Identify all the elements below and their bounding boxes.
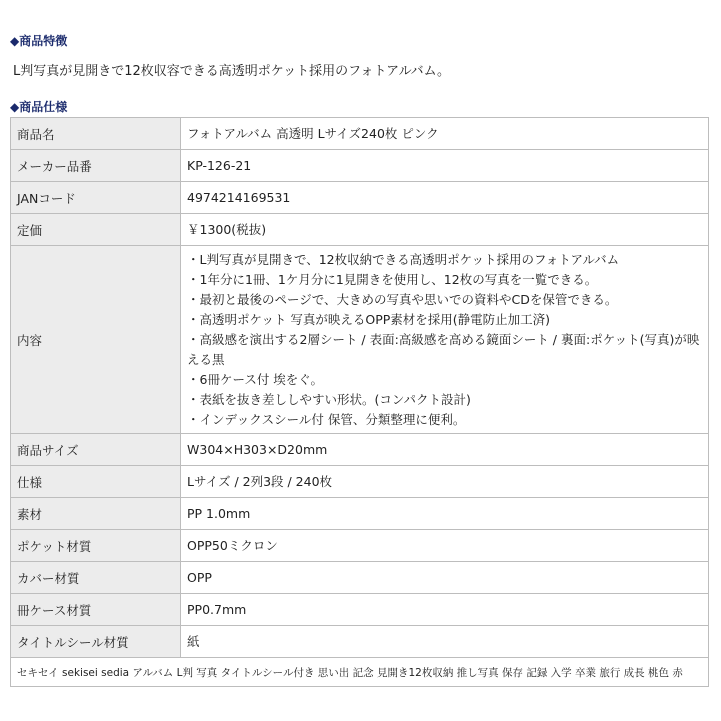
contents-line: ・高級感を演出する2層シート / 表面:高級感を高める鏡面シート / 裏面:ポケット(写真)が映える黒	[187, 331, 700, 367]
table-row	[11, 530, 709, 562]
contents-line: ・表紙を抜き差ししやすい形状。(コンパクト設計)	[187, 391, 471, 407]
spec-label: タイトルシール材質	[11, 626, 181, 658]
table-row	[11, 118, 709, 150]
contents-line: ・高透明ポケット 写真が映えるOPP素材を採用(静電防止加工済)	[187, 311, 551, 327]
table-row	[11, 150, 709, 182]
contents-line: ・1年分に1冊、1ケ月分に1見開きを使用し、12枚の写真を一覧できる。	[187, 271, 598, 287]
contents-line: ・最初と最後のページで、大きめの写真や思いでの資料やCDを保管できる。	[187, 291, 618, 307]
table-row	[11, 182, 709, 214]
features-heading: ◆商品特徴	[10, 34, 68, 48]
spec-value-contents	[181, 246, 709, 434]
spec-label: 仕様	[11, 466, 181, 498]
spec-label: カバー材質	[11, 562, 181, 594]
spec-label: 素材	[11, 498, 181, 530]
spec-value: 4974214169531	[181, 182, 709, 214]
keywords-text: セキセイ sekisei sedia アルバム L判 写真 タイトルシール付き 思い出 記念 見開き12枚収納 推し写真 保存 記録 入学 卒業 旅行 成長 桃色 赤	[11, 658, 709, 687]
spec-value: ￥1300(税抜)	[181, 214, 709, 246]
table-row	[11, 214, 709, 246]
table-row	[11, 594, 709, 626]
spec-value: Lサイズ / 2列3段 / 240枚	[181, 466, 709, 498]
spec-label: 内容	[11, 246, 181, 434]
spec-label: 商品名	[11, 118, 181, 150]
spec-value: KP-126-21	[181, 150, 709, 182]
spec-label: 商品サイズ	[11, 434, 181, 466]
contents-line: ・6冊ケース付 埃をぐ。	[187, 371, 324, 387]
spec-value: フォトアルバム 高透明 Lサイズ240枚 ピンク	[181, 118, 709, 150]
spec-label: ポケット材質	[11, 530, 181, 562]
spec-label: 冊ケース材質	[11, 594, 181, 626]
spec-value: OPP50ミクロン	[181, 530, 709, 562]
feature-text: L判写真が見開きで12枚収容できる高透明ポケット採用のフォトアルバム。	[13, 64, 451, 79]
table-row	[11, 246, 709, 434]
spec-value: PP 1.0mm	[181, 498, 709, 530]
spec-value: W304×H303×D20mm	[181, 434, 709, 466]
spec-label: 定価	[11, 214, 181, 246]
spec-label: JANコード	[11, 182, 181, 214]
table-row	[11, 562, 709, 594]
spec-value: PP0.7mm	[181, 594, 709, 626]
table-row	[11, 466, 709, 498]
spec-value: OPP	[181, 562, 709, 594]
specs-heading: ◆商品仕様	[10, 100, 68, 114]
spec-value: 紙	[181, 626, 709, 658]
spec-label: メーカー品番	[11, 150, 181, 182]
table-row	[11, 434, 709, 466]
table-row	[11, 658, 709, 687]
contents-line: ・L判写真が見開きで、12枚収納できる高透明ポケット採用のフォトアルバム	[187, 251, 620, 267]
table-row	[11, 626, 709, 658]
spec-table	[10, 117, 709, 687]
table-row	[11, 498, 709, 530]
contents-line: ・インデックスシール付 保管、分類整理に便利。	[187, 411, 466, 427]
